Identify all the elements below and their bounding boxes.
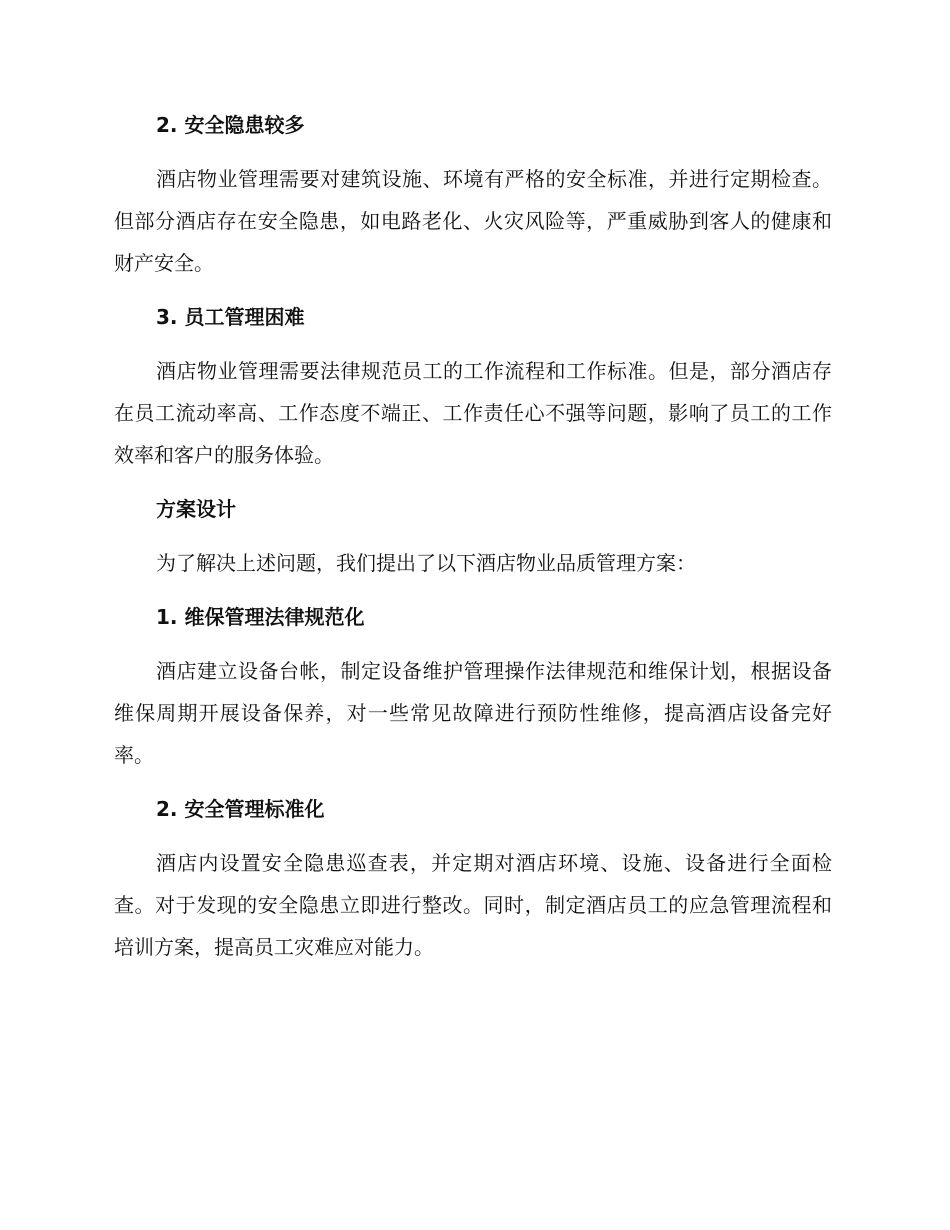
paragraph-plan-intro: 为了解决上述问题，我们提出了以下酒店物业品质管理方案：: [156, 551, 696, 575]
paragraph-safety-standardization: 酒店内设置安全隐患巡查表，并定期对酒店环境、设施、设备进行全面检查。对于发现的安全隐患立即进行整改。同时，制定酒店员工的应急管理流程和培训方案，提高员工灾难应对能力。: [114, 851, 832, 959]
section-heading-maintenance-standardization: 1. 维保管理法律规范化: [156, 605, 365, 629]
section-heading-safety-hazards: 2. 安全隐患较多: [156, 113, 305, 137]
paragraph-staff-management: 酒店物业管理需要法律规范员工的工作流程和工作标准。但是，部分酒店存在员工流动率高、工作态度不端正、工作责任心不强等问题，影响了员工的工作效率和客户的服务体验。: [114, 359, 832, 467]
section-heading-staff-management: 3. 员工管理困难: [156, 305, 305, 329]
section-heading-safety-standardization: 2. 安全管理标准化: [156, 797, 325, 821]
paragraph-maintenance-standardization: 酒店建立设备台帐，制定设备维护管理操作法律规范和维保计划，根据设备维保周期开展设备保养，对一些常见故障进行预防性维修，提高酒店设备完好率。: [114, 659, 832, 767]
section-heading-plan-design: 方案设计: [156, 497, 236, 521]
paragraph-safety-hazards: 酒店物业管理需要对建筑设施、环境有严格的安全标准，并进行定期检查。但部分酒店存在安全隐患，如电路老化、火灾风险等，严重威胁到客人的健康和财产安全。: [114, 167, 832, 275]
